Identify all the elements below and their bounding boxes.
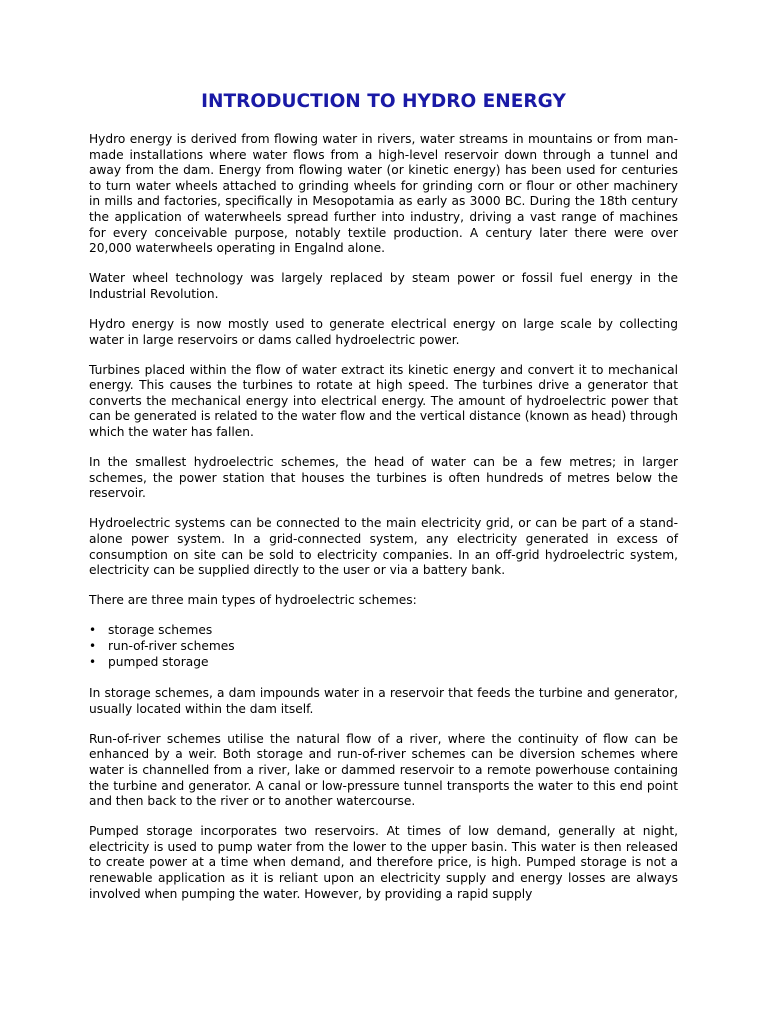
- paragraph-storage-schemes: In storage schemes, a dam impounds water in a reservoir that feeds the turbine and generator, usually located within the dam itself.: [89, 686, 678, 716]
- list-item: [89, 654, 678, 671]
- list-item-label: storage schemes: [108, 623, 213, 638]
- bullet-icon: •: [89, 623, 97, 638]
- bullet-icon: •: [89, 654, 97, 669]
- page-title: INTRODUCTION TO HYDRO ENERGY: [201, 91, 566, 112]
- paragraph-industrial-revolution: Water wheel technology was largely replaced by steam power or fossil fuel energy in the Industrial Revolution.: [89, 271, 678, 301]
- paragraph-pumped-storage: Pumped storage incorporates two reservoirs. At times of low demand, generally at night, electricity is used to pump water from the lower to the upper basin. This water is then released to create power at a time when demand, and therefore price, is high. Pumped storage is not a renewable application as it is reliant upon an electricity supply and energy losses are always involved when pumping the water. However, by providing a rapid supply: [89, 824, 678, 901]
- bullet-icon: •: [89, 638, 97, 653]
- list-item-label: run-of-river schemes: [108, 638, 235, 653]
- paragraph-grid: Hydroelectric systems can be connected to the main electricity grid, or can be part of a stand-alone power system. In a grid-connected system, any electricity generated in excess of consumption on site can be sold to electricity companies. In an off-grid hydroelectric system, electricity can be supplied directly to the user or via a battery bank.: [89, 516, 678, 578]
- paragraph-run-of-river: Run-of-river schemes utilise the natural flow of a river, where the continuity of flow can be enhanced by a weir. Both storage and run-of-river schemes can be diversion schemes where water is channelled from a river, lake or dammed reservoir to a remote powerhouse containing the turbine and generator. A canal or low-pressure tunnel transports the water to this end point and then back to the river or to another watercourse.: [89, 731, 678, 809]
- paragraph-types-intro: There are three main types of hydroelectric schemes:: [89, 593, 417, 608]
- list-item: [89, 638, 678, 655]
- paragraph-history: Hydro energy is derived from flowing water in rivers, water streams in mountains or from man-made installations where water flows from a high-level reservoir down through a tunnel and away from the dam. Energy from flowing water (or kinetic energy) has been used for centuries to turn water wheels attached to grinding wheels for grinding corn or flour or other machinery in mills and factories, specifically in Mesopotamia as early as 3000 BC. During the 18th century the application of waterwheels spread further into industry, driving a vast range of machines for every conceivable purpose, notably textile production. A century later there were over 20,000 waterwheels operating in Engalnd alone.: [89, 132, 678, 256]
- paragraph-head: In the smallest hydroelectric schemes, the head of water can be a few metres; in larger schemes, the power station that houses the turbines is often hundreds of metres below the reservoir.: [89, 455, 678, 501]
- list-item-label: pumped storage: [108, 654, 209, 669]
- document-page: [89, 90, 678, 917]
- paragraph-turbines: Turbines placed within the flow of water extract its kinetic energy and convert it to mechanical energy. This causes the turbines to rotate at high speed. The turbines drive a generator that converts the mechanical energy into electrical energy. The amount of hydroelectric power that can be generated is related to the water flow and the vertical distance (known as head) through which the water has fallen.: [89, 362, 678, 439]
- scheme-types-list: [89, 623, 678, 670]
- paragraph-modern-use: Hydro energy is now mostly used to generate electrical energy on large scale by collecting water in large reservoirs or dams called hydroelectric power.: [89, 316, 678, 347]
- list-item: [89, 623, 678, 639]
